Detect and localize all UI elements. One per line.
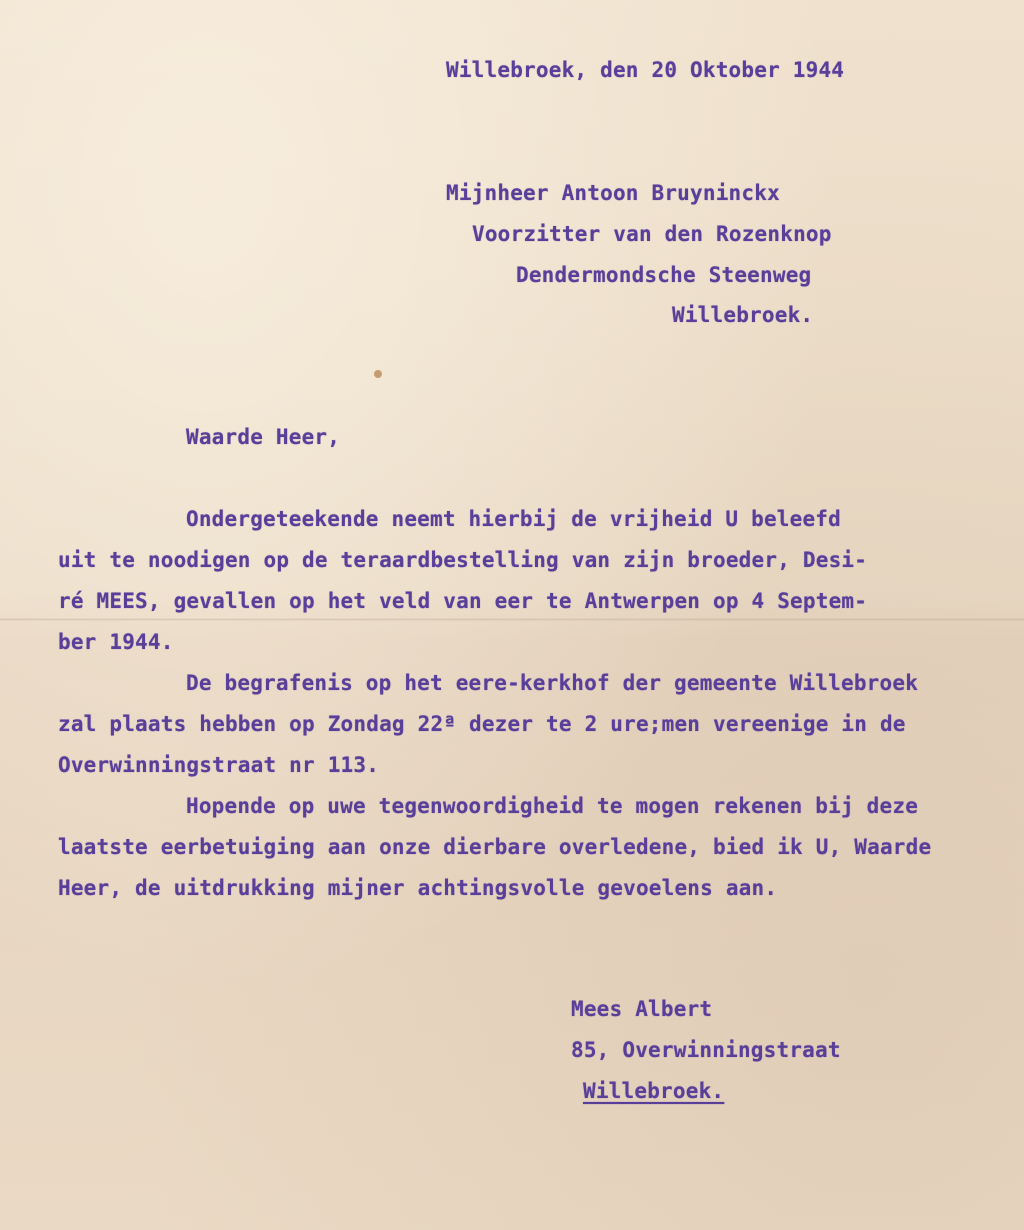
paper-stain: [374, 370, 382, 378]
date-line: Willebroek, den 20 Oktober 1944: [446, 58, 845, 82]
signature-address: 85, Overwinningstraat: [571, 1038, 841, 1062]
addressee-street: Dendermondsche Steenweg: [516, 263, 812, 287]
body-line-10: Heer, de uitdrukking mijner achtingsvolle gevoelens aan.: [58, 876, 778, 900]
signature-name: Mees Albert: [571, 997, 713, 1021]
body-line-1: Ondergeteekende neemt hierbij de vrijheid U beleefd: [186, 507, 841, 531]
body-line-2: uit te noodigen op de teraardbestelling van zijn broeder, Desi-: [58, 548, 868, 572]
addressee-town: Willebroek.: [672, 303, 814, 327]
signature-town: Willebroek.: [583, 1079, 725, 1103]
body-line-4: ber 1944.: [58, 630, 174, 654]
body-line-6: zal plaats hebben op Zondag 22ª dezer te 2 ure;men vereenige in de: [58, 712, 906, 736]
body-line-9: laatste eerbetuiging aan onze dierbare overledene, bied ik U, Waarde: [58, 835, 932, 859]
body-line-8: Hopende op uwe tegenwoordigheid te mogen rekenen bij deze: [186, 794, 919, 818]
addressee-name: Mijnheer Antoon Bruyninckx: [446, 181, 780, 205]
body-line-3: ré MEES, gevallen op het veld van eer te Antwerpen op 4 Septem-: [58, 589, 868, 613]
body-line-7: Overwinningstraat nr 113.: [58, 753, 380, 777]
salutation: Waarde Heer,: [186, 425, 341, 449]
addressee-title: Voorzitter van den Rozenknop: [472, 222, 832, 246]
body-line-5: De begrafenis op het eere-kerkhof der gemeente Willebroek: [186, 671, 919, 695]
paper-fold-crease: [0, 618, 1024, 621]
